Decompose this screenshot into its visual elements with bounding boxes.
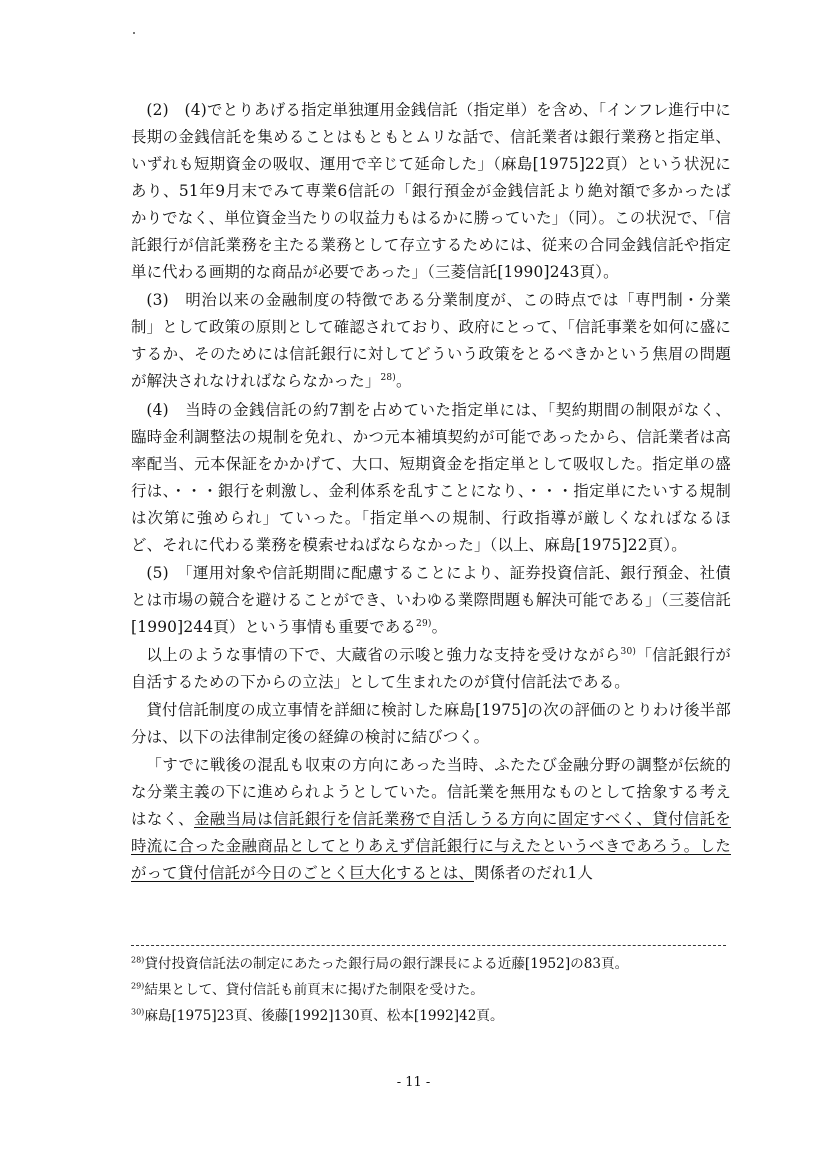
underlined-text: 金融当局は信託銀行を信託業務で自活しうる方向に固定すべく、貸付信託を時流に合った金融商品としてとりあえず信託銀行に与えたというべきであろう。したがって貸付信託が今日のごとく巨大化するとは、 [131,810,732,883]
footnote-28: $^{28)}$貸付投資信託法の制定にあたった銀行局の銀行課長による近藤[1952]の83頁。 [131,955,629,972]
paragraph-3: (3) 明治以来の金融制度の特徴である分業制度が、この時点では「専門制・分業制」として政策の原則として確認されており、政府にとって、「信託事業を如何に盛にするか、そのためには信託銀行に対してどういう政策をとるべきかという焦眉の問題が解決されなければならなかった」$^{28)}$。 [131,291,731,391]
paragraph-quote: 「すでに戦後の混乱も収束の方向にあった当時、ふたたび金融分野の調整が伝統的な分業主義の下に進められようとしていた。信託業を無用なものとして捨象する考えはなく、金融当局は信託銀行を信託業務で自活しうる方向に固定すべく、貸付信託を時流に合った金融商品としてとりあえず信託銀行に与えたというべきであろう。したがって貸付信託が今日のごとく巨大化するとは、関係者のだれ1人 [131,756,732,883]
page-number: - 11 - [396,1075,431,1090]
footnote-ref-28: 28) [380,373,397,384]
footnote-divider [131,945,726,946]
paragraph-2: (2) (4)でとりあげる指定単独運用金銭信託（指定単）を含め、「インフレ進行中に長期の金銭信託を集めることはもともとムリな話で、信託業者は銀行業務と指定単、いずれも短期資金の吸収、運用で辛じて延命した」（麻島[1975]22頁）という状況にあり、51年9月末でみて専業6信託の「銀行預金が金銭信託より絶対額で多かったばかりでなく、単位資金当たりの収益力もはるかに勝っていた」（同）。この状況で、「信託銀行が信託業務を主たる業務として存立するためには、従来の合同金銭信託や指定単に代わる画期的な商品が必要であった」（三菱信託[1990]243頁）。 [131,101,731,282]
footnote-ref-30: 30) [620,646,637,657]
paragraph-4: (4) 当時の金銭信託の約7割を占めていた指定単には、「契約期間の制限がなく、臨時金利調整法の規制を免れ、かつ元本補填契約が可能であったから、信託業者は高率配当、元本保証をかかげて、大口、短期資金を指定単として吸収した。指定単の盛行は、・・・銀行を刺激し、金利体系を乱すことになり、・・・指定単にたいする規制は次第に強められ」ていった。「指定単への規制、行政指導が厳しくなればなるほど、それに代わる業務を模索せねばならなかった」（以上、麻島[1975]22頁）。 [131,400,731,554]
body-text [131,97,731,888]
scan-speck [133,32,135,34]
paragraph-5: (5) 「運用対象や信託期間に配慮することにより、証券投資信託、銀行預金、社債とは市場の競合を避けることができ、いわゆる業際問題も解決可能である」（三菱信託[1990]244頁）という事情も重要である$^{29)}$。 [131,563,731,636]
footnote-ref-29: 29) [416,618,432,629]
paragraph-evaluation: 貸付信託制度の成立事情を詳細に検討した麻島[1975]の次の評価のとりわけ後半部分は、以下の法律制定後の経緯の検討に結びつく。 [131,701,731,747]
footnote-29: $^{29)}$結果として、貸付信託も前頁末に掲げた制限を受けた。 [131,981,484,998]
footnote-30: $^{30)}$麻島[1975]23頁、後藤[1992]130頁、松本[1992]42頁。 [131,1007,504,1024]
footnotes [131,951,741,1029]
paragraph-summary: 以上のような事情の下で、大蔵省の示唆と強力な支持を受けながら$^{30)}$「信託銀行が自活するための下からの立法」として生まれたのが貸付信託法である。 [131,645,731,691]
